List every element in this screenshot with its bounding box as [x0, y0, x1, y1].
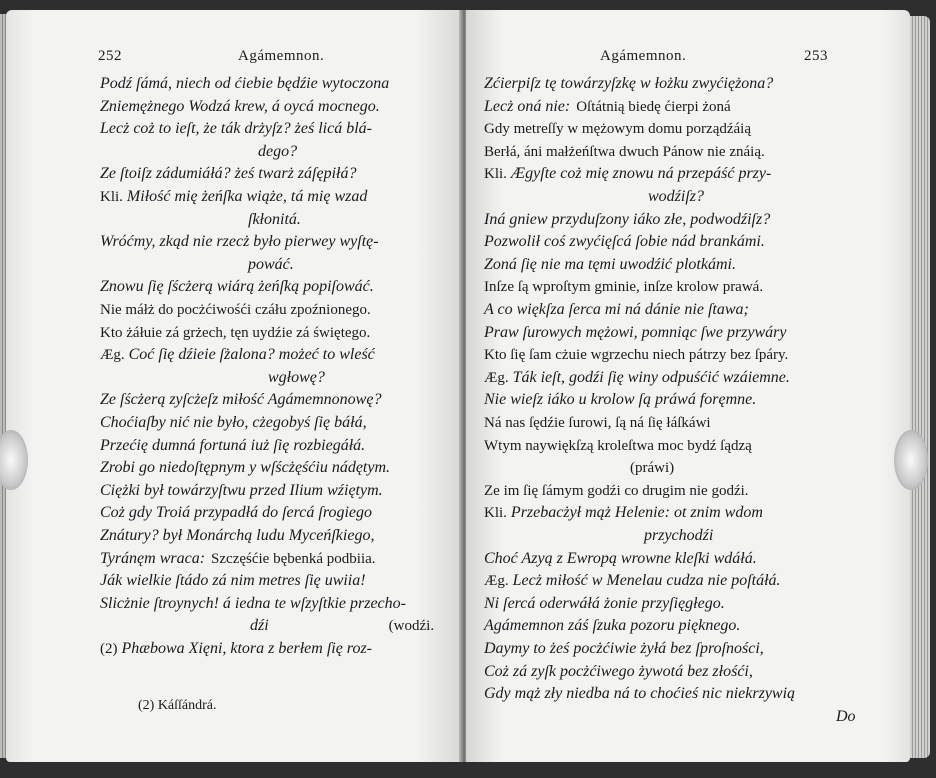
verse-text: Przećię dumná fortuná iuż ſię rozbiegáłá. — [100, 436, 366, 454]
verse-text: Ná nas ſędźie ſurowi, ſą ná ſię łáſkáwi — [484, 415, 711, 431]
verse-text: Do — [836, 707, 856, 725]
page-edges-right — [910, 16, 930, 758]
verse-text: Berłá, áni małżeńſtwa dwuch Pánow nie znáią. — [484, 143, 765, 160]
verse-text: Miłość mię żeńſka wiąże, tá mię wzad — [126, 188, 368, 205]
left-line — [100, 74, 389, 94]
verse-text: Iná gniew przyduſzony iáko złe, podwodźiſz? — [484, 210, 771, 228]
verse-text: Phæbowa Xięni, ktora z berłem ſię roz- — [121, 640, 372, 657]
right-line — [484, 503, 763, 523]
right-line — [484, 616, 740, 636]
left-line — [268, 368, 325, 388]
verse-text: Ják wielkie ſtádo zá nim metres ſię uwiia! — [100, 572, 366, 590]
right-page-number: 253 — [804, 48, 828, 64]
left-line — [100, 345, 375, 365]
verse-text: Daymy to żeś pocżćiwie żyłá bez ſproſności, — [484, 640, 764, 657]
verse-text-tail: (wodźi. — [388, 618, 435, 635]
right-line — [484, 277, 763, 297]
right-line — [484, 142, 765, 162]
left-line — [250, 616, 434, 636]
right-line — [484, 571, 781, 591]
verse-text: Zćierpiſz tę towárzyſzkę w łożku zwyćiężona? — [484, 75, 774, 92]
verse-text: Nie máłż do pocżćiwośći czáłu zpoźnionego. — [100, 302, 371, 318]
verse-text: Ni ſercá oderwáłá żonie przyſięgłego. — [484, 594, 725, 612]
verse-text: Gdy mąż zły niedba ná to choćieś nic niekrzywią — [484, 685, 796, 703]
right-line — [630, 458, 674, 478]
right-line — [484, 684, 795, 704]
left-line — [100, 481, 383, 501]
verse-text: wgłowę? — [268, 368, 325, 386]
verse-text: ſkłonitá. — [248, 210, 301, 228]
verse-text: Znátury? był Monárchą ludu Myceńſkiego, — [100, 527, 375, 544]
verse-text: Zniemężnego Wodzá krew, á oycá mocnego. — [100, 97, 380, 115]
footnote-marker: (2) — [100, 641, 118, 657]
speaker-label: Kli. — [100, 189, 123, 205]
left-running-head: Agámemnon. — [238, 48, 325, 64]
verse-text-tail: Oſtátnią biedę ćierpi żoná — [576, 98, 731, 115]
left-page — [6, 10, 462, 762]
verse-text: Coć ſię dźieie ſżalona? możeć to wleść — [128, 346, 375, 364]
verse-text: Znowu ſię ſścżerą wiárą żeńſką popiſowáć. — [100, 278, 374, 296]
right-line — [484, 255, 736, 275]
right-line — [836, 707, 856, 727]
left-line — [100, 232, 379, 252]
right-line — [484, 164, 771, 184]
speaker-label: Æg. — [484, 573, 509, 590]
verse-text: Gdy metreſſy w mężowym domu porządźáią — [484, 121, 751, 138]
verse-text: Kto ſię ſam cżuie wgrzechu niech pátrzy bez ſpáry. — [484, 347, 789, 364]
left-line — [100, 390, 381, 410]
speaker-label: Æg. — [484, 369, 509, 386]
left-line — [100, 594, 406, 614]
page-clip-right — [894, 430, 928, 490]
verse-text: Ciężki był towárzyſtwu przed Ilium wźiętym. — [100, 481, 383, 499]
left-line — [100, 413, 367, 433]
verse-text: Coż gdy Troiá przypadłá do ſercá ſrogiego — [100, 504, 372, 522]
right-line — [484, 594, 725, 614]
left-line — [100, 300, 371, 320]
verse-text: Ták ieſt, godźi ſię winy odpuśćić wzáiemne. — [512, 368, 790, 386]
right-line — [484, 119, 751, 139]
left-line — [100, 571, 366, 591]
verse-text-tail: Szczęśćie bębenká podbiia. — [211, 550, 376, 567]
verse-text: Zoná ſię nie ma tęmi uwodźić plotkámi. — [484, 255, 736, 273]
right-line — [484, 413, 711, 433]
verse-text: Choć Azyą z Ewropą wrowne kleſki wdáłá. — [484, 549, 757, 567]
left-line — [258, 142, 297, 162]
left-line — [100, 187, 367, 207]
verse-text: Praw ſurowych mężowi, pomniąc ſwe przywáry — [484, 323, 787, 341]
right-line — [644, 526, 713, 546]
verse-text: Zrobi go niedoſtępnym y wſścżęśćiu nádętym. — [100, 459, 391, 477]
right-line — [484, 390, 756, 410]
right-line — [484, 232, 765, 252]
left-line — [248, 210, 301, 230]
verse-text: przychodźi — [644, 527, 714, 544]
verse-text: Wróćmy, zkąd nie rzecż było pierwey wyſtę- — [100, 233, 379, 251]
verse-text: Choćiaſby nić nie było, cżegobyś ſię báłá, — [100, 414, 367, 431]
verse-text: Lecż coż to ieſt, że ták drżyſz? żeś licá blá- — [100, 120, 372, 138]
right-line — [484, 368, 790, 388]
verse-text: Ze im ſię ſámym godźi co drugim nie godźi. — [484, 482, 749, 499]
right-line — [648, 187, 704, 207]
verse-text: Agámemnon záś ſzuka pozoru pięknego. — [484, 617, 741, 635]
left-line — [100, 436, 365, 456]
verse-text: Ze ſścżerą zyſcżeſz miłość Agámemnonowę? — [100, 391, 382, 409]
verse-text: Przebacżył mąż Helenie: ot znim wdom — [510, 504, 763, 522]
right-line — [484, 300, 749, 320]
verse-text: Kto żáłuie zá grżech, tęn uydźie zá świętego. — [100, 324, 371, 341]
right-running-head: Agámemnon. — [600, 48, 687, 64]
right-line — [484, 436, 752, 456]
verse-text: dźi — [250, 617, 269, 635]
left-line — [100, 323, 370, 343]
left-footnote: (2) Káſſándrá. — [138, 698, 217, 713]
right-line — [484, 481, 749, 501]
left-line — [100, 526, 374, 546]
verse-text: dego? — [258, 142, 298, 160]
left-line — [100, 458, 390, 478]
verse-text: A co więkſza ſerca mi ná dánie nie ſtawa; — [484, 301, 749, 318]
left-line — [100, 164, 356, 184]
right-line — [484, 639, 764, 659]
speaker-label: Kli. — [484, 505, 507, 522]
verse-text: Lecż oná nie: — [484, 97, 571, 115]
left-line — [100, 277, 374, 297]
verse-text: Nie wieſz iáko u krolow ſą práwá foręmne. — [484, 391, 757, 409]
verse-text: Ægyſte coż mię znowu ná przepáść przy- — [510, 165, 772, 183]
right-line — [484, 345, 788, 365]
right-line — [484, 323, 787, 343]
verse-text: powáć. — [248, 255, 294, 273]
right-line — [484, 97, 731, 117]
verse-text: Podź ſámá, niech od ćiebie będźie wytoczona — [100, 75, 390, 92]
verse-text: Wtym naywiękſzą kroleſtwa moc bydź ſądzą — [484, 437, 752, 454]
right-line — [484, 210, 770, 230]
verse-text: Inſze ſą wproſtym gminie, inſze krolow prawá. — [484, 279, 764, 296]
right-line — [484, 549, 757, 569]
left-page-number: 252 — [98, 48, 122, 64]
left-line — [100, 97, 380, 117]
left-line — [100, 549, 376, 569]
left-line — [100, 119, 372, 139]
verse-text: Pozwolił coś zwyćięſcá ſobie nád brankámi. — [484, 233, 765, 251]
verse-text: Slicżnie ſtroynych! á iedna te wſzyſtkie przecho- — [100, 594, 406, 612]
right-page — [466, 10, 910, 762]
left-line — [100, 639, 372, 659]
verse-text: Ze ſtoiſz zádumiáłá? żeś twarż záſępiłá? — [100, 165, 357, 183]
verse-text: (práwi) — [630, 460, 675, 477]
speaker-label: Æg. — [100, 347, 125, 364]
verse-text: wodźiſz? — [648, 188, 705, 205]
right-line — [484, 74, 773, 94]
verse-text: Tyránęm wraca: — [100, 549, 206, 567]
speaker-label: Kli. — [484, 166, 507, 183]
left-line — [248, 255, 294, 275]
right-line — [484, 662, 753, 682]
verse-text: Lecż miłość w Menelau cudza nie poſtáłá. — [512, 572, 781, 590]
left-line — [100, 503, 372, 523]
verse-text: Coż zá zyſk pocżćiwego żywotá bez złośći, — [484, 662, 753, 680]
